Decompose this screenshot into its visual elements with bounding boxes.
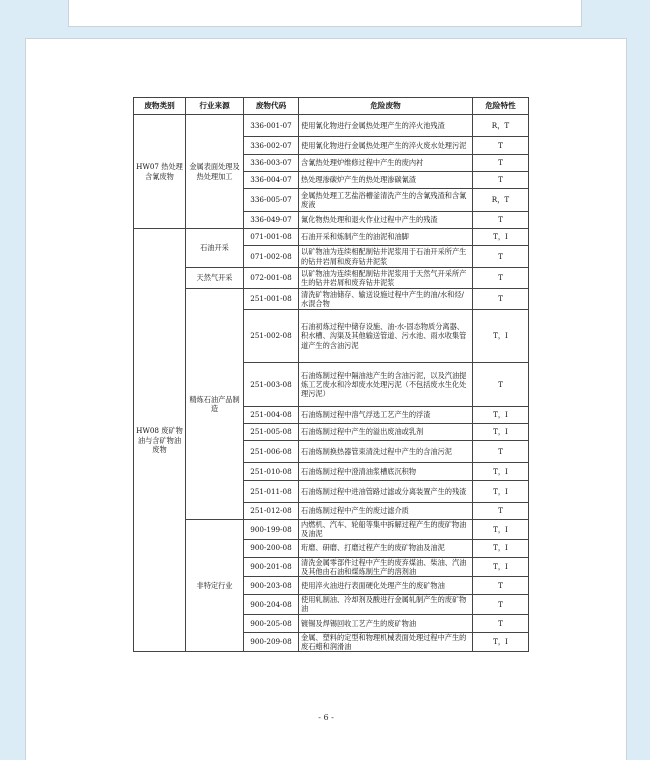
waste-code-cell: 251-004-08: [244, 407, 299, 424]
category-cell: HW08 废矿物油与含矿物油废物: [134, 229, 186, 652]
waste-description-cell: 金属、塑料的定型和物理机械表面处理过程中产生的废石蜡和润滑油: [299, 632, 473, 652]
hazard-property-cell: T: [473, 595, 529, 615]
waste-code-cell: 900-201-08: [244, 557, 299, 577]
table-row: [134, 289, 529, 310]
category-cell: HW07 热处理含氰废物: [134, 115, 186, 229]
waste-code-cell: 336-004-07: [244, 172, 299, 189]
table-row: [134, 268, 529, 289]
waste-description-cell: 石油初炼过程中储存设施、油-水-固态物质分离器、积水槽、沟渠及其他输送管道、污水池、雨水收集管道产生的含油污泥: [299, 310, 473, 363]
header-code: 废物代码: [244, 98, 299, 115]
waste-code-cell: 251-006-08: [244, 441, 299, 463]
waste-description-cell: 以矿物油为连续相配制钻井泥浆用于天然气开采所产生的钻井岩屑和废弃钻井泥浆: [299, 268, 473, 289]
waste-code-cell: 900-200-08: [244, 539, 299, 557]
waste-code-cell: 900-203-08: [244, 577, 299, 595]
waste-description-cell: 金属热处理工艺盐浴槽釜清洗产生的含氰残渣和含氰废液: [299, 189, 473, 212]
waste-description-cell: 珩磨、研磨、打磨过程产生的废矿物油及油泥: [299, 539, 473, 557]
industry-source-cell: 非特定行业: [186, 520, 244, 652]
hazard-property-cell: T: [473, 503, 529, 520]
hazardous-waste-table: [133, 97, 529, 652]
table-row: [134, 520, 529, 540]
waste-code-cell: 336-003-07: [244, 155, 299, 172]
hazard-property-cell: R，T: [473, 115, 529, 137]
waste-code-cell: 336-049-07: [244, 212, 299, 229]
waste-code-cell: 251-003-08: [244, 363, 299, 407]
hazard-property-cell: T: [473, 155, 529, 172]
waste-code-cell: 071-002-08: [244, 246, 299, 268]
waste-description-cell: 热处理渗碳炉产生的热处理渗碳氰渣: [299, 172, 473, 189]
hazard-property-cell: T，I: [473, 229, 529, 246]
waste-description-cell: 以矿物油为连续相配制钻井泥浆用于石油开采所产生的钻井岩屑和废弃钻井泥浆: [299, 246, 473, 268]
waste-description-cell: 石油炼制过程中产生的溢出废油或乳剂: [299, 424, 473, 441]
waste-description-cell: 石油炼制过程中产生的废过滤介质: [299, 503, 473, 520]
waste-code-cell: 900-204-08: [244, 595, 299, 615]
table-header-row: [134, 98, 529, 115]
waste-description-cell: 内燃机、汽车、轮船等集中拆解过程产生的废矿物油及油泥: [299, 520, 473, 540]
hazard-property-cell: T，I: [473, 424, 529, 441]
waste-code-cell: 251-005-08: [244, 424, 299, 441]
header-industry: 行业来源: [186, 98, 244, 115]
hazard-property-cell: T，I: [473, 520, 529, 540]
waste-description-cell: 使用淬火油进行表面硬化处理产生的废矿物油: [299, 577, 473, 595]
header-category: 废物类别: [134, 98, 186, 115]
hazard-property-cell: T，I: [473, 632, 529, 652]
waste-description-cell: 石油炼制过程中隔油池产生的含油污泥，以及汽油提炼工艺废水和冷却废水处理污泥（不包括废水生化处理污泥）: [299, 363, 473, 407]
hazard-property-cell: R，T: [473, 189, 529, 212]
header-waste: 危险废物: [299, 98, 473, 115]
waste-code-cell: 251-012-08: [244, 503, 299, 520]
previous-page-edge: [68, 0, 582, 27]
hazard-property-cell: T: [473, 441, 529, 463]
hazard-property-cell: T，I: [473, 481, 529, 503]
header-hazard: 危险特性: [473, 98, 529, 115]
waste-description-cell: 石油开采和炼制产生的油泥和油脚: [299, 229, 473, 246]
waste-description-cell: 石油炼制过程中溶气浮选工艺产生的浮渣: [299, 407, 473, 424]
industry-source-cell: 石油开采: [186, 229, 244, 268]
waste-code-cell: 336-001-07: [244, 115, 299, 137]
waste-description-cell: 氰化物热处理和退火作业过程中产生的残渣: [299, 212, 473, 229]
industry-source-cell: 金属表面处理及热处理加工: [186, 115, 244, 229]
hazard-property-cell: T，I: [473, 310, 529, 363]
waste-code-cell: 900-209-08: [244, 632, 299, 652]
table-row: [134, 115, 529, 137]
industry-source-cell: 精炼石油产品制造: [186, 289, 244, 520]
hazard-property-cell: T，I: [473, 463, 529, 481]
hazard-property-cell: T，I: [473, 407, 529, 424]
waste-code-cell: 251-001-08: [244, 289, 299, 310]
hazard-property-cell: T: [473, 246, 529, 268]
hazard-property-cell: T: [473, 363, 529, 407]
waste-code-cell: 251-011-08: [244, 481, 299, 503]
hazard-property-cell: T: [473, 212, 529, 229]
waste-description-cell: 清洗金属零部件过程中产生的废弃煤油、柴油、汽油及其他由石油和煤炼制生产的溶剂油: [299, 557, 473, 577]
waste-code-cell: 251-002-08: [244, 310, 299, 363]
waste-description-cell: 含氰热处理炉维修过程中产生的废内衬: [299, 155, 473, 172]
table-body: [134, 115, 529, 652]
waste-code-cell: 251-010-08: [244, 463, 299, 481]
waste-description-cell: 使用氰化物进行金属热处理产生的淬火池残渣: [299, 115, 473, 137]
waste-code-cell: 900-205-08: [244, 614, 299, 632]
waste-code-cell: 900-199-08: [244, 520, 299, 540]
waste-description-cell: 石油炼制过程中澄清油浆槽底沉积物: [299, 463, 473, 481]
waste-code-cell: 336-005-07: [244, 189, 299, 212]
waste-description-cell: 石油炼制过程中进油管路过滤或分离装置产生的残渣: [299, 481, 473, 503]
industry-source-cell: 天然气开采: [186, 268, 244, 289]
waste-code-cell: 071-001-08: [244, 229, 299, 246]
hazard-property-cell: T: [473, 614, 529, 632]
hazard-property-cell: T: [473, 268, 529, 289]
waste-description-cell: 石油炼制换热器管束清洗过程中产生的含油污泥: [299, 441, 473, 463]
table-row: [134, 229, 529, 246]
hazard-property-cell: T: [473, 137, 529, 155]
waste-description-cell: 镀锡及焊锡回收工艺产生的废矿物油: [299, 614, 473, 632]
document-page: [25, 38, 627, 760]
waste-code-cell: 336-002-07: [244, 137, 299, 155]
waste-code-cell: 072-001-08: [244, 268, 299, 289]
page-number: - 6 -: [318, 713, 334, 722]
waste-description-cell: 清洗矿物油储存、输送设施过程中产生的油/水和烃/水混合物: [299, 289, 473, 310]
hazard-property-cell: T: [473, 289, 529, 310]
hazard-property-cell: T，I: [473, 539, 529, 557]
hazard-property-cell: T: [473, 172, 529, 189]
waste-description-cell: 使用氰化物进行金属热处理产生的淬火废水处理污泥: [299, 137, 473, 155]
hazard-property-cell: T: [473, 577, 529, 595]
hazard-property-cell: T，I: [473, 557, 529, 577]
waste-description-cell: 使用轧制油、冷却剂及酸进行金属轧制产生的废矿物油: [299, 595, 473, 615]
